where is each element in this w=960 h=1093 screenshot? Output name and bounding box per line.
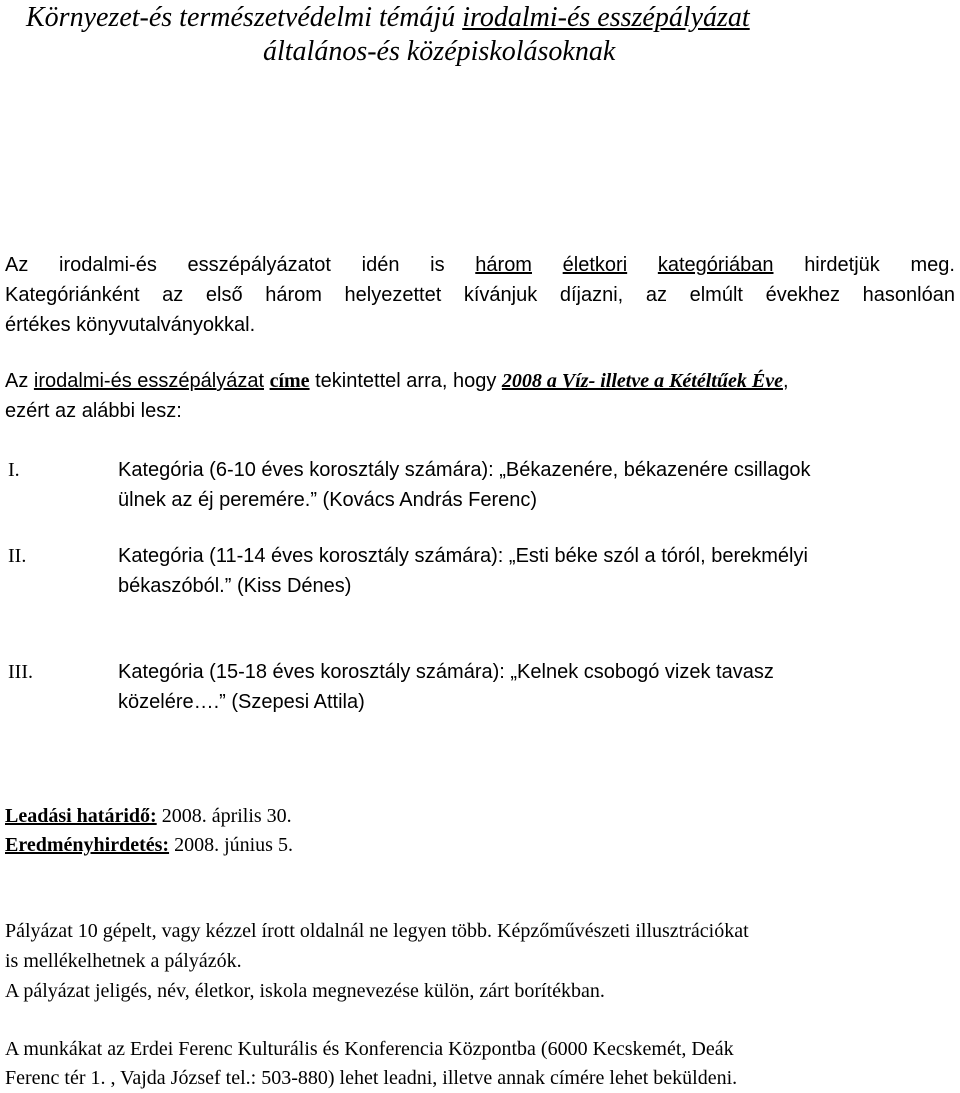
deadline-label: Leadási határidő: [5, 805, 157, 827]
title-part-a: Környezet-és természetvédelmi témájú [26, 2, 463, 33]
intro-word: meg. [910, 254, 955, 276]
intro-word: irodalmi-és [59, 254, 157, 276]
category-text [118, 541, 955, 601]
intro-line-3: értékes könyvutalványokkal. [5, 314, 256, 336]
intro-word: esszépályázatot [187, 254, 331, 276]
intro-word-underlined: három [475, 254, 532, 276]
category-number: III. [8, 661, 33, 683]
text-run: , [782, 370, 789, 392]
category-line: békaszóból.” (Kiss Dénes) [118, 575, 352, 597]
intro-paragraph [5, 250, 955, 340]
deadline-value: 2008. április 30. [156, 805, 292, 827]
intro-word: idén [361, 254, 400, 276]
category-text [118, 455, 955, 515]
page-title-line-2: általános-és középiskolásoknak [263, 36, 616, 67]
category-line: közelére….” (Szepesi Attila) [118, 691, 365, 713]
page-title-line-1 [26, 2, 750, 34]
intro-word: hirdetjük [804, 254, 880, 276]
text-run-bold-italic: 2008 a Víz- illetve a Kétéltűek Éve [501, 370, 783, 392]
category-line: ülnek az éj peremére.” (Kovács András Ferenc) [118, 489, 538, 511]
intro-word-underlined: kategóriában [657, 254, 774, 276]
rules-line-3: A pályázat jeligés, név, életkor, iskola megnevezése külön, zárt borítékban. [5, 980, 605, 1002]
intro-line-2: Kategóriánként az első három helyezettet kívánjuk díjazni, az elmúlt évekhez hasonlóan [5, 284, 955, 306]
title-part-b: irodalmi-és esszépályázat [462, 2, 750, 33]
contact-line-1: A munkákat az Erdei Ferenc Kulturális és Konferencia Központba (6000 Kecskemét, Deák [5, 1038, 734, 1060]
category-number: I. [8, 459, 20, 481]
category-line: Kategória (6-10 éves korosztály számára): „Békazenére, békazenére csillagok [118, 459, 811, 481]
intro-word-underlined: életkori [562, 254, 628, 276]
text-run: Az [5, 370, 34, 392]
category-line: Kategória (11-14 éves korosztály számára): „Esti béke szól a tóról, berekmélyi [118, 545, 808, 567]
results-value: 2008. június 5. [169, 834, 293, 856]
title-para-line-2: ezért az alábbi lesz: [5, 400, 182, 422]
contact-line-2: Ferenc tér 1. , Vajda József tel.: 503-880) lehet leadni, illetve annak címére lehet beküldeni. [5, 1067, 738, 1089]
category-text [118, 657, 955, 717]
results-label: Eredményhirdetés: [5, 834, 170, 856]
title-paragraph [5, 366, 955, 426]
intro-line-1 [5, 250, 955, 280]
submission-deadline [5, 801, 292, 831]
text-run: tekintettel arra, hogy [309, 370, 502, 392]
text-run-underlined: irodalmi-és esszépályázat [33, 370, 265, 392]
results-date [5, 830, 293, 860]
intro-word: Az [5, 254, 29, 276]
rules-line-1: Pályázat 10 gépelt, vagy kézzel írott oldalnál ne legyen több. Képzőművészeti illusztrációkat [5, 920, 749, 942]
intro-word: is [430, 254, 445, 276]
text-run-bold: címe [269, 370, 310, 392]
category-line: Kategória (15-18 éves korosztály számára): „Kelnek csobogó vizek tavasz [118, 661, 774, 683]
category-number: II. [8, 545, 27, 567]
rules-line-2: is mellékelhetnek a pályázók. [5, 950, 242, 972]
title-para-line-1 [5, 366, 955, 396]
